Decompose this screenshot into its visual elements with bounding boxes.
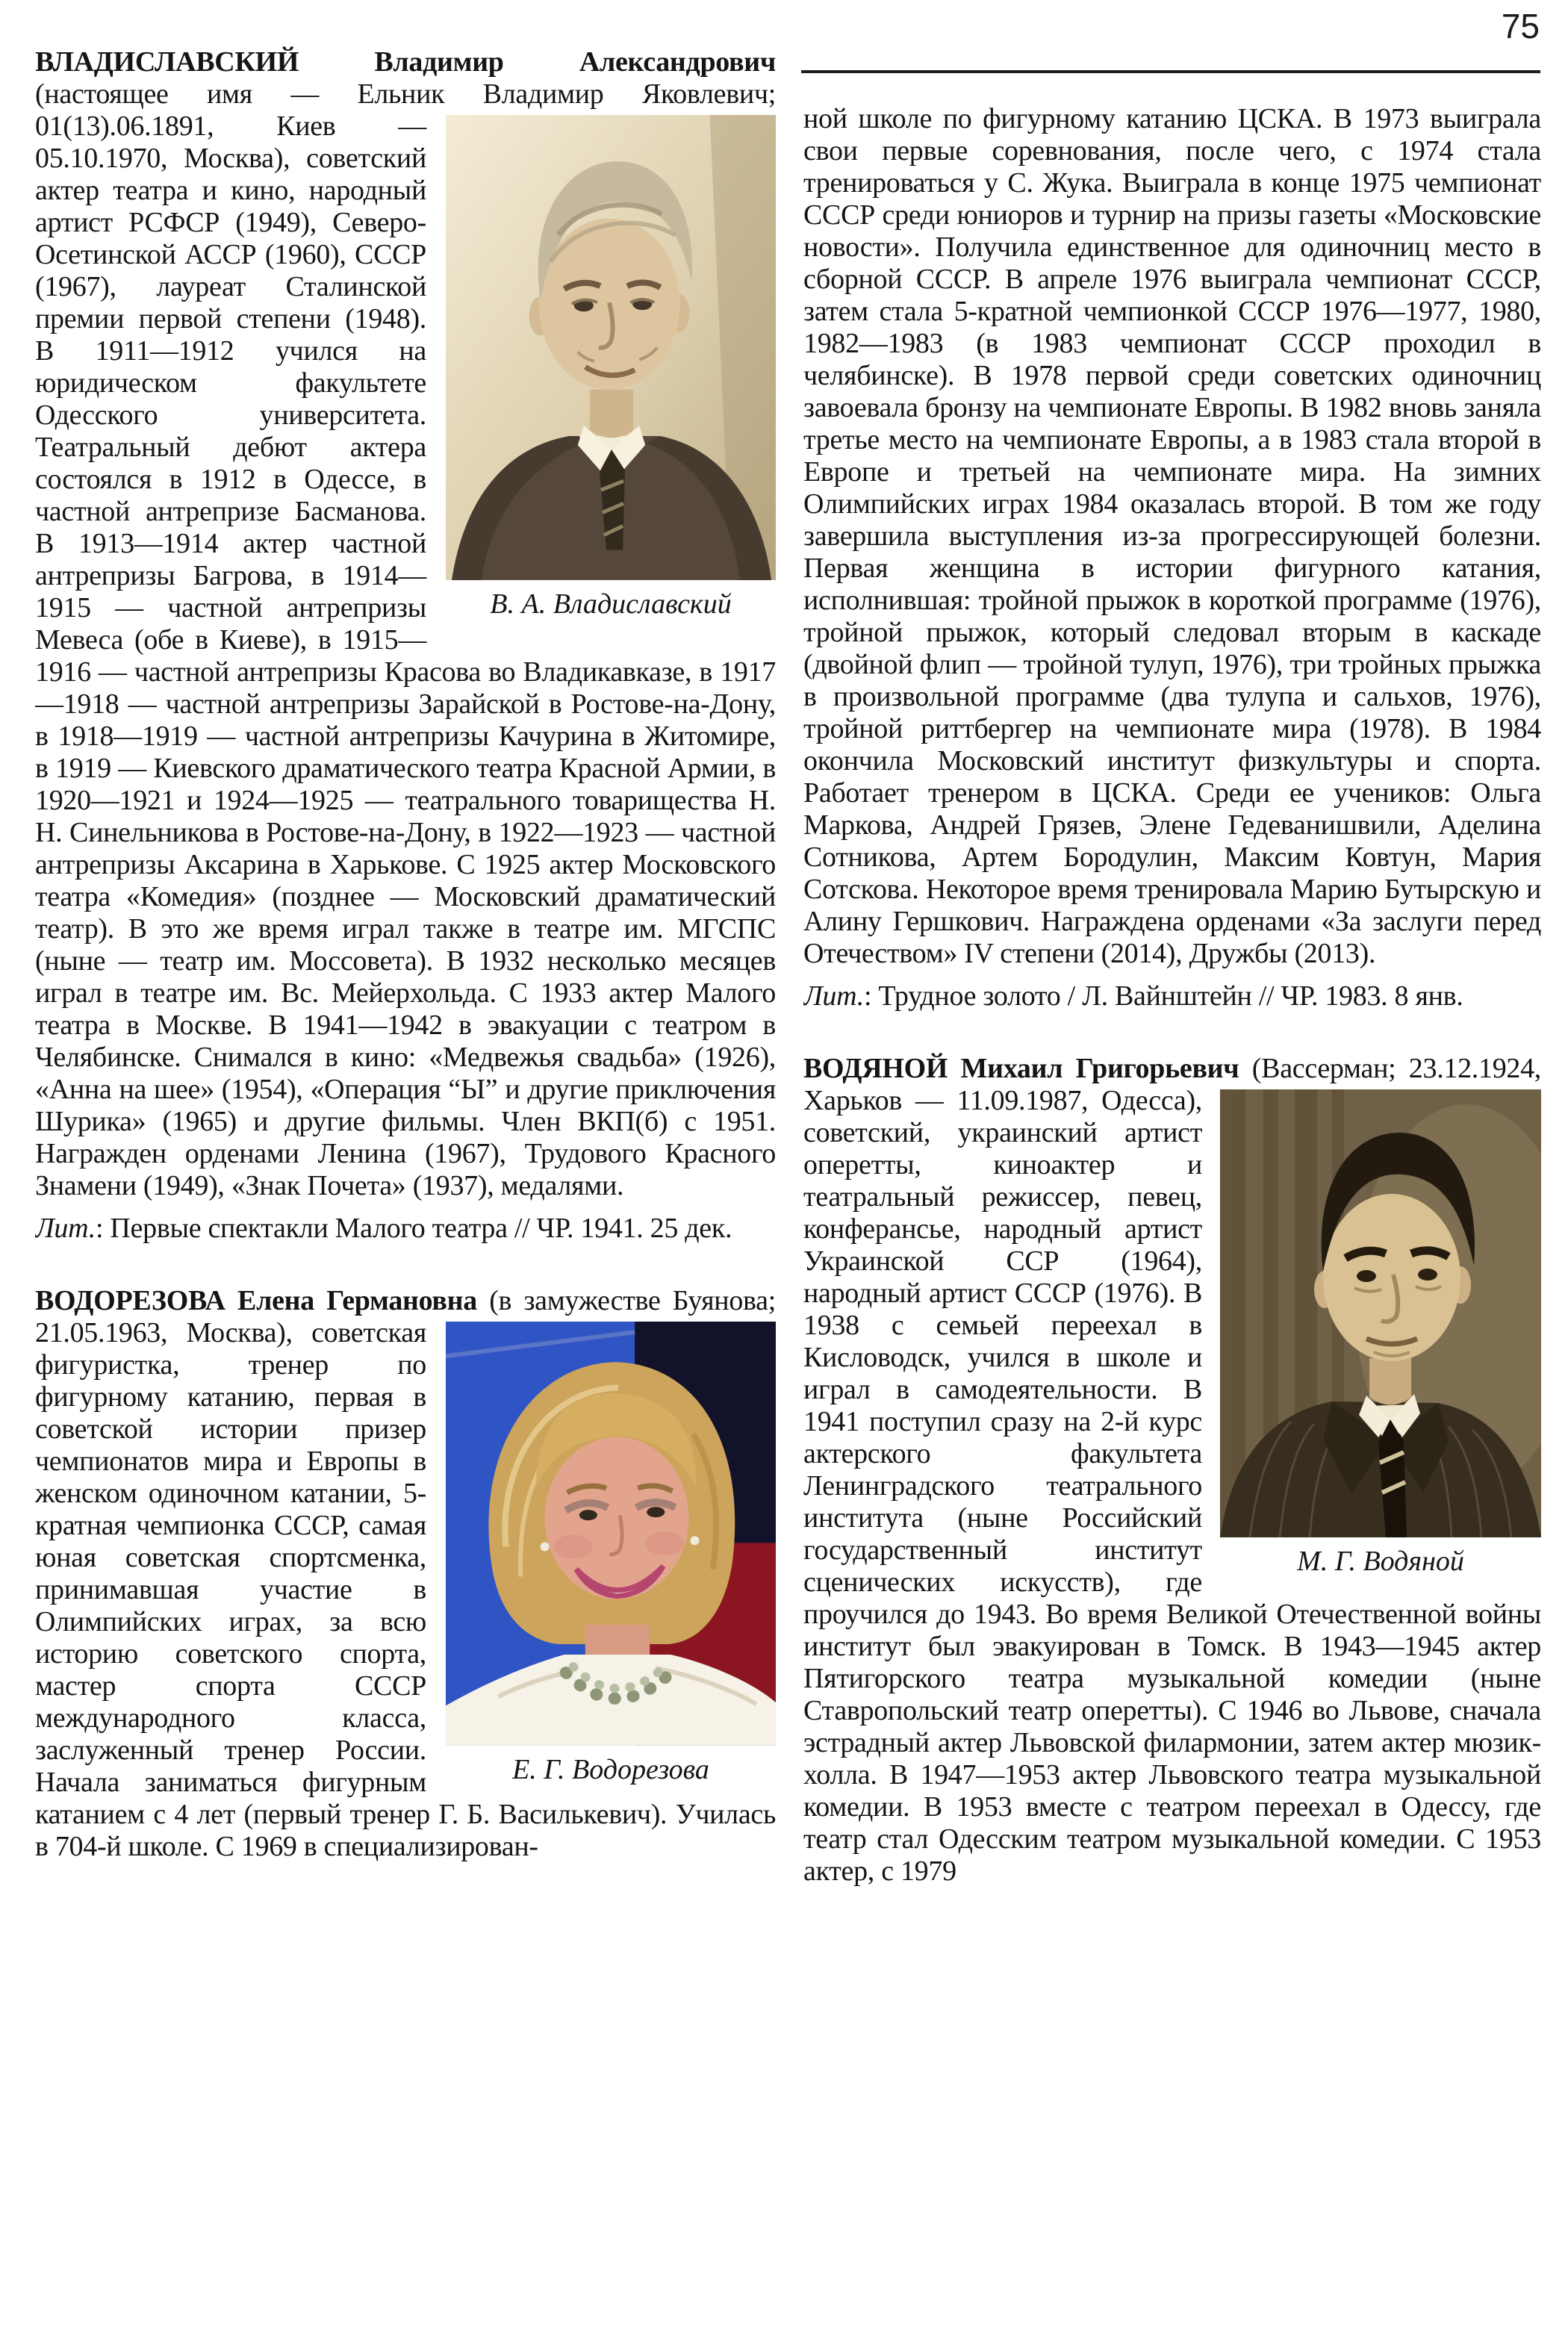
entry-heading: ВОДОРЕЗОВА Елена Германовна xyxy=(35,1285,477,1316)
right-column xyxy=(803,103,1541,2343)
vodyanoy-figure xyxy=(1220,1089,1541,1578)
vladislavsky-photo-caption: В. А. Владиславский xyxy=(490,588,732,620)
entry-vodorezova-continuation xyxy=(803,103,1541,1012)
entry-vodyanoy xyxy=(803,1053,1541,1888)
lit-text: : Трудное золото / Л. Вайнштейн // ЧР. 1983. 8 янв. xyxy=(863,980,1463,1012)
vodorezova-photo-caption: Е. Г. Водорезова xyxy=(512,1753,709,1785)
left-column xyxy=(35,46,776,2342)
vladislavsky-figure xyxy=(446,115,776,620)
entry-body: 01(13).06.1891, Киев — 05.10.1970, Москва), советский актер театра и кино, народный артист РСФСР (1949), Северо-Осетинской АССР (1960), СССР (1967), лауреат Сталинской премии первой степени (1948). В 1911—1912 учился на юридическом факультете Одесского университета. Театральный дебют актера состоялся в 1912 в Одессе, в частной антрепризе Басманова. В 1913—1914 актер частной антрепризы Багрова, в 1914—1915 — частной антрепризы Мевеса (обе в Киеве), в 1915—1916 — частной антрепризы Красова во Владикавказе, в 1917—1918 — частной антрепризы Зарайской в Ростове-на-Дону, в 1918—1919 — частной антрепризы Качурина в Житомире, в 1919 — Киевского драматического театра Красной Армии, в 1920—1921 и 1924—1925 — театрального товарищества Н. Н. Синельникова в Ростове-на-Дону, в 1922—1923 — частной антрепризы Аксарина в Харькове. С 1925 актер Московского театра «Комедия» (позднее — Московский драматический театр). В это же время играл также в театре им. МГСПС (ныне — театр им. Моссовета). В 1932 несколько месяцев играл в театре им. Вс. Мейерхольда. С 1933 актер Малого театра в Москве. В 1941—1942 в эвакуации с театром в Челябинске. Снимался в кино: «Медвежья свадьба» (1926), «Анна на шее» (1954), «Операция “Ы” и другие приключения Шурика» (1965) и другие фильмы. Член ВКП(б) с 1951. Награжден орденами Ленина (1967), Трудового Красного Знамени (1949), «Знак Почета» (1937), медалями. xyxy=(35,111,776,1201)
lit-text: : Первые спектакли Малого театра // ЧР. 1941. 25 дек. xyxy=(95,1213,732,1244)
entry-heading: ВОДЯНОЙ Михаил Григорьевич xyxy=(803,1053,1239,1084)
entry-lead: (Вассерман; 23.12.1924, Харьков — 11.09.1987, Одесса), xyxy=(803,1053,1541,1116)
entry-body: фигуристка, тренер по фигурному катанию, первая в советской истории призер чемпионатов мира и Европы в женском одиночном катании, 5-кратная чемпионка СССР, самая юная советская спортсменка, принимавшая участие в Олимпийских играх, за всю историю советского спорта, мастер спорта СССР международного класса, заслуженный тренер России. Начала заниматься фигурным катанием с 4 лет (первый тренер Г. Б. Василькевич). Училась в 704-й школе. С 1969 в специализирован- xyxy=(35,1349,776,1862)
page-number: 75 xyxy=(1501,7,1540,46)
entry-paragraph xyxy=(803,103,1541,970)
vodyanoy-photo xyxy=(1220,1089,1541,1537)
vodorezova-figure xyxy=(446,1322,776,1786)
header-rule xyxy=(801,70,1540,73)
entry-vodorezova xyxy=(35,1285,776,1863)
entry-paragraph xyxy=(803,1053,1541,1888)
entry-literature xyxy=(35,1213,776,1245)
vodyanoy-photo-caption: М. Г. Водяной xyxy=(1297,1546,1464,1577)
lit-label: Лит. xyxy=(803,980,864,1012)
entry-vladislavsky xyxy=(35,46,776,1245)
entry-heading: ВЛАДИСЛАВСКИЙ Владимир Александрович xyxy=(35,46,776,78)
lit-label: Лит. xyxy=(35,1213,96,1244)
entry-body-continued: ной школе по фигурному катанию ЦСКА. В 1973 выиграла свои первые соревнования, после чего, с 1974 стала тренироваться у С. Жука. Выиграла в конце 1975 чемпионат СССР среди юниоров и турнир на призы газеты «Московские новости». Получила единственное для одиночниц место в сборной СССР. В апреле 1976 выиграла чемпионат СССР, затем стала 5-кратной чемпионкой СССР 1976—1977, 1980, 1982—1983 (в 1983 чемпионат СССР проходил в челябинске). В 1978 первой среди советских одиночниц завоевала бронзу на чемпионате Европы. В 1982 вновь заняла третье место на чемпионате Европы, а в 1983 стала второй в Европе и третьей на чемпионате мира. На зимних Олимпийских играх 1984 оказалась второй. В том же году завершила выступления из-за прогрессирующей болезни. Первая женщина в истории фигурного катания, исполнившая: тройной прыжок в короткой программе (1976), тройной прыжок, который следовал вторым в каскаде (двойной флип — тройной тулуп, 1976), три тройных прыжка в произвольной программе (два тулупа и сальхов, 1976), тройной риттбергер на чемпионате мира (1978). В 1984 окончила Московский институт физкультуры и спорта. Работает тренером в ЦСКА. Среди ее учеников: Ольга Маркова, Андрей Грязев, Элене Гедеванишвили, Аделина Сотникова, Артем Бородулин, Максим Ковтун, Мария Сотскова. Некоторое время тренировала Марию Бутырскую и Алину Гершкович. Награждена орденами «За заслуги перед Отечеством» IV степени (2014), Дружбы (2013). xyxy=(803,103,1541,969)
entry-paragraph xyxy=(35,1285,776,1863)
entry-body: советский, украинский артист оперетты, киноактер и театральный режиссер, певец, конферансье, народный артист Украинской ССР (1964), народный артист СССР (1976). В 1938 с семьей переехал в Кисловодск, учился в школе и играл в самодеятельности. В 1941 поступил сразу на 2-й курс актерского факультета Ленинградского театрального института (ныне Российский государственный институт сценических искусств), где проучился до 1943. Во время Великой Отечественной войны институт был эвакуирован в Томск. В 1943—1945 актер Пятигорского театра музыкальной комедии (ныне Ставропольский театр оперетты). С 1946 во Львове, сначала эстрадный актер Львовской филармонии, затем актер мюзик-холла. В 1947—1953 актер Львовского театра музыкальной комедии. В 1953 вместе с театром переехал в Одессу, где театр стал Одесским театром музыкальной комедии. С 1953 актер, с 1979 xyxy=(803,1117,1541,1887)
entry-lead: (в замужестве Буянова; 21.05.1963, Москва), советская xyxy=(35,1285,776,1348)
entry-lead: (настоящее имя — Ельник Владимир Яковлевич; xyxy=(35,78,776,110)
entry-literature xyxy=(803,980,1541,1012)
entry-paragraph xyxy=(35,46,776,1202)
vodorezova-photo xyxy=(446,1322,776,1746)
vladislavsky-photo xyxy=(446,115,776,580)
